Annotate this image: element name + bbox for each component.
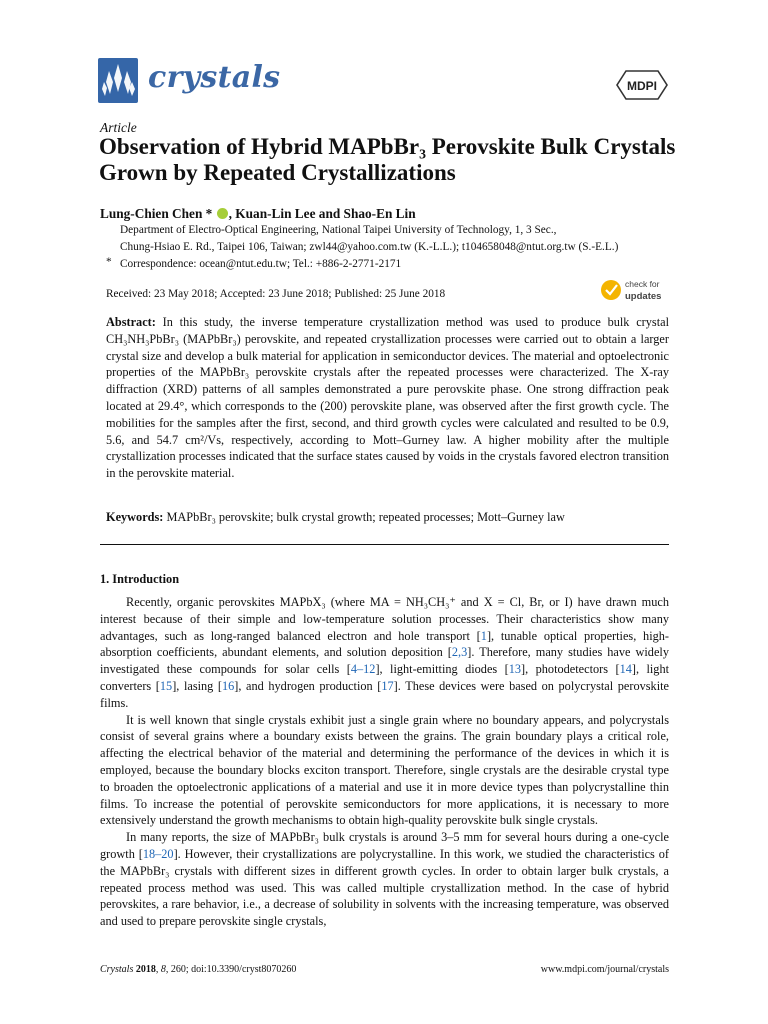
paragraph-text: ]. These devices were based on polycrystal perovskite films. bbox=[100, 678, 669, 710]
check-for-updates-badge[interactable] bbox=[600, 276, 672, 304]
paragraph-text: ]. However, their crystallizations are polycrystalline. In this work, we studied the characteristics of the MAPbBr₃ crystals with different sizes in different growth cycles. In order to obtain larger bulk crystals, a repeated process method was used. This was called multiple crystallization method. In the case of hybrid perovskites, a rare behavior, i.e., a decrease of solubility in solvents with the increasing temperature, was observed and used to prepare perovskite single crystals, bbox=[100, 846, 669, 929]
correspondence-marker: * bbox=[106, 256, 112, 268]
body-paragraph bbox=[100, 829, 669, 930]
keywords bbox=[106, 509, 669, 526]
article-type: Article bbox=[100, 120, 137, 135]
abstract bbox=[106, 314, 669, 482]
citation-link[interactable]: 17 bbox=[381, 678, 394, 693]
correspondence: Correspondence: ocean@ntut.edu.tw; Tel.: +886-2-2771-2171 bbox=[120, 258, 402, 270]
check-updates-line2: updates bbox=[625, 291, 662, 302]
paper-title: Observation of Hybrid MAPbBr₃ Perovskite Bulk Crystals Grown by Repeated Crystallizations bbox=[99, 134, 676, 185]
section-heading: 1. Introduction bbox=[100, 572, 180, 586]
citation-link[interactable]: 15 bbox=[159, 678, 173, 693]
citation-link[interactable]: 18–20 bbox=[142, 846, 174, 861]
orcid-icon[interactable] bbox=[217, 208, 228, 219]
paragraph-text: In many reports, the size of MAPbBr₃ bulk crystals is around 3–5 mm for several hours during a one-cycle growth [ bbox=[100, 830, 669, 861]
section-divider bbox=[100, 544, 669, 545]
citation-link[interactable]: 16 bbox=[222, 678, 235, 693]
paragraph-text: ], tunable optical properties, high-absorption coefficients, abundant elements, and solution deposition [ bbox=[100, 628, 670, 660]
affiliation-line-1: Department of Electro-Optical Engineering, National Taipei University of Technology, 1, 3 Sec., bbox=[120, 224, 557, 236]
journal-name: crystals bbox=[148, 60, 281, 95]
paragraph-text: ], photodetectors [ bbox=[521, 662, 620, 677]
citation-link[interactable]: 14 bbox=[619, 662, 632, 677]
citation-footer: Crystals 2018, 8, 260; doi:10.3390/cryst8070260 bbox=[100, 964, 297, 975]
abstract-text: In this study, the inverse temperature crystallization method was used to produce bulk crystal CH₃NH₃PbBr₃ (MAPbBr₃) perovskite, and repeated crystallization processes were carried out to obtain a larger crystal size and develop a bulk material for application in semiconductor devices. The material and optoelectronic properties of the MAPbBr₃ perovskite crystals after the repeated processes were characterized. The X-ray diffraction (XRD) patterns of all samples demonstrated a pure perovskite phase. One strong diffraction peak located at 29.4°, which corresponds to the (200) perovskite plane, was observed after the first growth cycle. The mobilities for the samples after the first, second, and third growth cycles were calculated and resulted to be 0.9, 5.6, and 54.7 cm²/Vs, respectively, according to Mott–Gurney law. A higher mobility after the multiple crystallization processes indicated that the surface states caused by voids in the crystals favored electron transition in the perovskite material. bbox=[106, 315, 669, 481]
keywords-label: Keywords: bbox=[106, 510, 164, 524]
citation-link[interactable]: 2,3 bbox=[451, 645, 468, 660]
body-paragraph bbox=[100, 712, 669, 830]
keywords-text: MAPbBr₃ perovskite; bulk crystal growth; repeated processes; Mott–Gurney law bbox=[166, 510, 565, 524]
journal-url[interactable]: www.mdpi.com/journal/crystals bbox=[540, 964, 669, 975]
affiliation-line-2: Chung-Hsiao E. Rd., Taipei 106, Taiwan; zwl44@yahoo.com.tw (K.-L.L.); t104658048@ntut.org.tw (S.-E.L.) bbox=[120, 241, 619, 253]
paragraph-text: ], light converters [ bbox=[100, 662, 670, 693]
paragraph-text: ]. Therefore, many studies have widely investigated these compounds for solar cells [ bbox=[100, 645, 669, 677]
paragraph-text: Recently, organic perovskites MAPbX₃ (where MA = NH₃CH₃⁺ and X = Cl, Br, or I) have drawn much interest because of their simple and low-temperature solution processes. Their characteristics show many advantages, such as long-ranged balanced electron and hole transport [ bbox=[100, 595, 669, 643]
publication-dates: Received: 23 May 2018; Accepted: 23 June 2018; Published: 25 June 2018 bbox=[106, 288, 446, 300]
abstract-label: Abstract: bbox=[106, 315, 156, 329]
mdpi-logo-icon bbox=[616, 70, 668, 100]
introduction-body bbox=[100, 594, 669, 930]
citation-link[interactable]: 13 bbox=[508, 662, 522, 677]
paragraph-text: ], light-emitting diodes [ bbox=[375, 662, 509, 677]
paragraph-text: ], lasing [ bbox=[172, 678, 222, 693]
body-paragraph bbox=[100, 594, 669, 712]
corresponding-author: Lung-Chien Chen * bbox=[100, 206, 213, 221]
author-list bbox=[100, 206, 416, 222]
check-updates-line1: check for bbox=[625, 279, 660, 289]
paragraph-text: It is well known that single crystals exhibit just a single grain where no boundary appears, and polycrystals consist of several grains where a boundary exists between the grains. The grain boundary plays a critical role, affecting the electrical behavior of the material and determining the performance of the devices in which it is employed, because the boundary blocks exciton transport. Therefore, single crystals are the desirable crystal type to broaden the optoelectronic applications of a material and use it in more device types than polycrystalline thin films. To increase the potential of perovskite semiconductors for more applications, it is necessary to more extensively understand the growth mechanisms to obtain high-quality perovskite bulk single crystals. bbox=[100, 712, 669, 828]
co-authors: , Kuan-Lin Lee and Shao-En Lin bbox=[228, 206, 416, 221]
journal-logo-icon bbox=[98, 58, 138, 103]
citation-link[interactable]: 1 bbox=[480, 628, 487, 643]
mdpi-logo-text: MDPI bbox=[627, 79, 657, 93]
paragraph-text: ], and hydrogen production [ bbox=[234, 678, 382, 693]
citation-link[interactable]: 4–12 bbox=[350, 662, 376, 677]
